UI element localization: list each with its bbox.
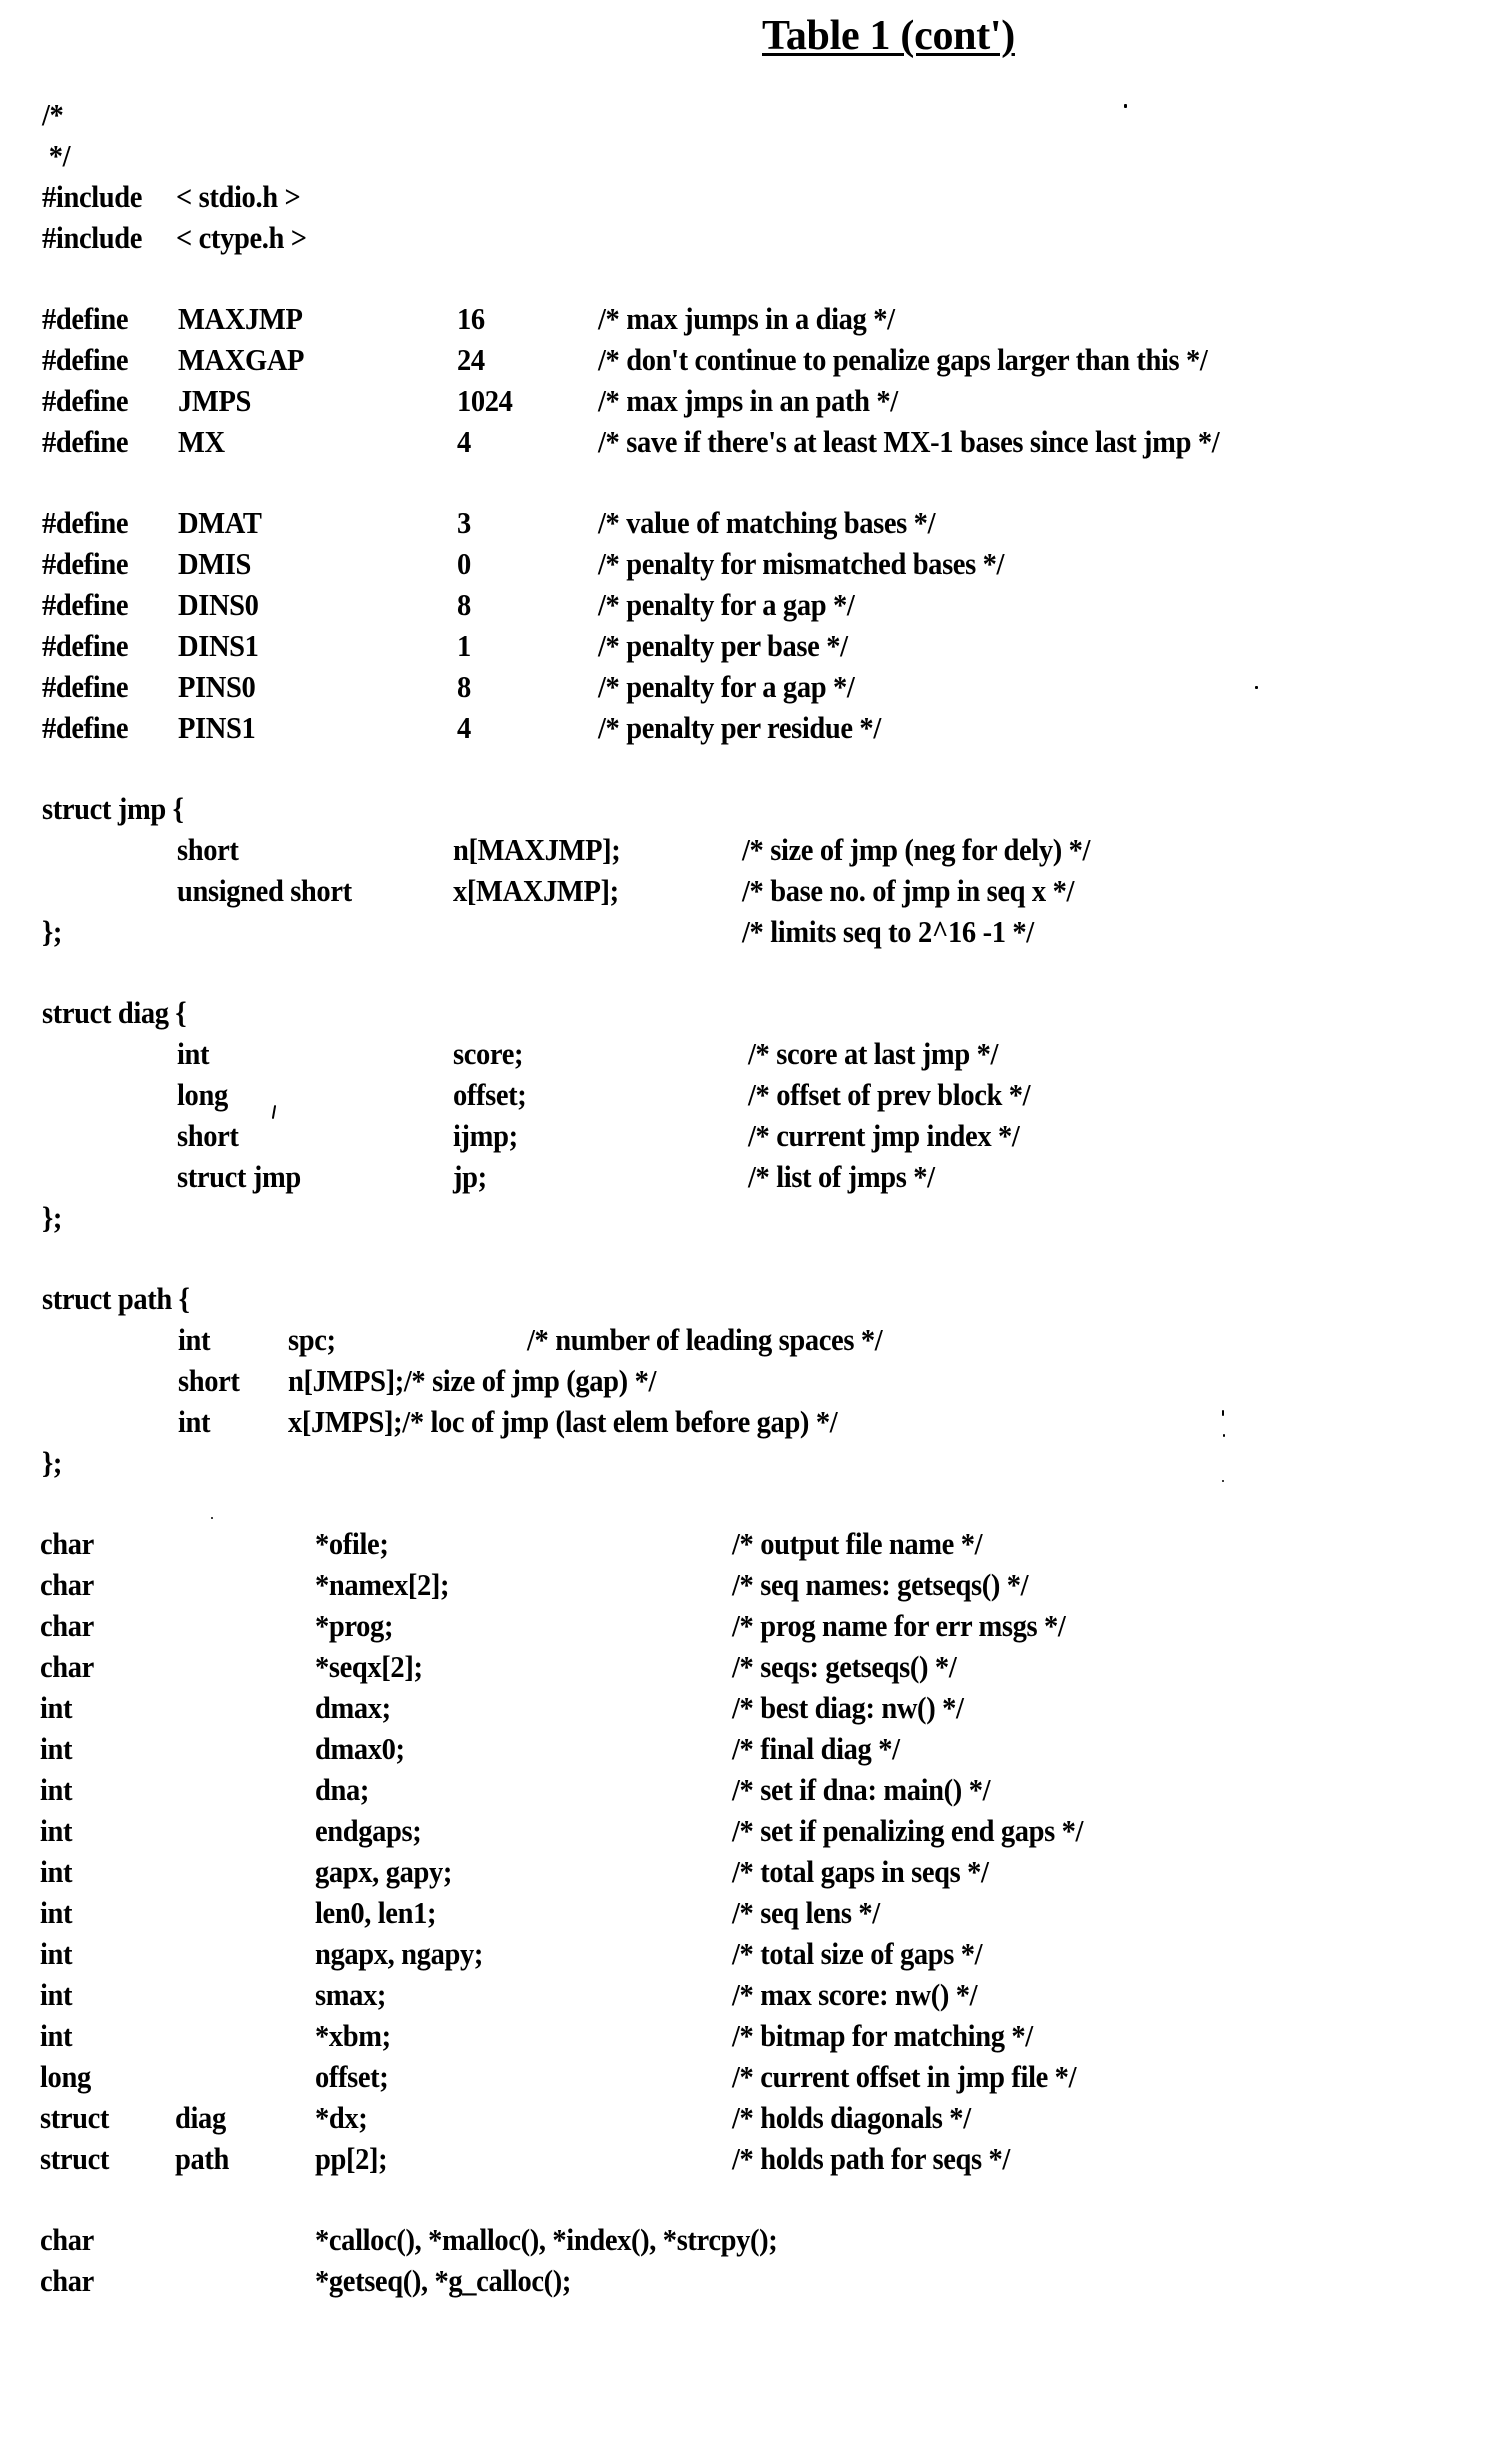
global-decl xyxy=(0,1893,1512,1933)
define-value: 1024 xyxy=(457,383,513,418)
define-value: 0 xyxy=(457,546,471,581)
decl-comment: /* holds diagonals */ xyxy=(732,2100,971,2135)
decl-subtype: diag xyxy=(175,2100,226,2135)
decl-name: offset; xyxy=(315,2059,389,2094)
decl-type: char xyxy=(40,2263,94,2298)
define-line xyxy=(0,585,1512,625)
struct-header: struct jmp { xyxy=(42,791,184,826)
define-comment: /* penalty per base */ xyxy=(598,628,848,663)
member-type: struct jmp xyxy=(177,1159,301,1194)
member-comment: /* current jmp index */ xyxy=(748,1118,1020,1153)
define-directive: #define xyxy=(42,301,129,336)
decl-comment: /* seqs: getseqs() */ xyxy=(732,1649,957,1684)
include-file: < ctype.h > xyxy=(176,220,307,255)
define-directive: #define xyxy=(42,505,129,540)
define-comment: /* value of matching bases */ xyxy=(598,505,936,540)
define-comment: /* penalty per residue */ xyxy=(598,710,881,745)
comment-close: */ xyxy=(42,138,71,173)
decl-comment: /* output file name */ xyxy=(732,1526,983,1561)
define-value: 8 xyxy=(457,669,471,704)
decl-comment: /* best diag: nw() */ xyxy=(732,1690,964,1725)
member-comment: /* base no. of jmp in seq x */ xyxy=(742,873,1075,908)
global-decl xyxy=(0,1647,1512,1687)
decl-comment: /* current offset in jmp file */ xyxy=(732,2059,1077,2094)
decl-type: int xyxy=(40,1690,73,1725)
decl-comment: /* max score: nw() */ xyxy=(732,1977,978,2012)
struct-close: }; xyxy=(42,1200,63,1235)
decl-type: char xyxy=(40,2222,94,2257)
global-decl xyxy=(0,1852,1512,1892)
global-decl xyxy=(0,1524,1512,1564)
include-directive: #include xyxy=(42,220,143,255)
define-comment: /* max jmps in an path */ xyxy=(598,383,898,418)
decl-comment: /* set if dna: main() */ xyxy=(732,1772,991,1807)
decl-comment: /* seq names: getseqs() */ xyxy=(732,1567,1029,1602)
member-type: int xyxy=(178,1404,211,1439)
decl-type: int xyxy=(40,1731,73,1766)
member-type: int xyxy=(178,1322,211,1357)
scan-speck xyxy=(1124,104,1127,108)
global-decl xyxy=(0,1770,1512,1810)
decl-type: struct xyxy=(40,2100,110,2135)
decl-name: *dx; xyxy=(315,2100,368,2135)
define-name: DMIS xyxy=(178,546,252,581)
decl-type: int xyxy=(40,1936,73,1971)
decl-name: *xbm; xyxy=(315,2018,391,2053)
decl-comment: /* set if penalizing end gaps */ xyxy=(732,1813,1084,1848)
define-line xyxy=(0,503,1512,543)
decl-comment: /* bitmap for matching */ xyxy=(732,2018,1033,2053)
decl-name: len0, len1; xyxy=(315,1895,437,1930)
define-comment: /* penalty for a gap */ xyxy=(598,669,855,704)
global-decl xyxy=(0,1975,1512,2015)
define-line xyxy=(0,422,1512,462)
decl-name: endgaps; xyxy=(315,1813,422,1848)
struct-close: }; xyxy=(42,1445,63,1480)
member-name: spc; xyxy=(288,1322,336,1357)
define-name: DINS0 xyxy=(178,587,259,622)
define-line xyxy=(0,340,1512,380)
define-directive: #define xyxy=(42,628,129,663)
global-decl xyxy=(0,1729,1512,1769)
member-name: score; xyxy=(453,1036,524,1071)
struct-member xyxy=(0,1116,1512,1156)
comment-open: /* xyxy=(42,97,64,132)
include-directive: #include xyxy=(42,179,143,214)
define-name: MAXJMP xyxy=(178,301,303,336)
define-line xyxy=(0,626,1512,666)
code-line xyxy=(0,136,1512,176)
struct-diag-open xyxy=(0,993,1512,1033)
define-comment: /* don't continue to penalize gaps larger than this */ xyxy=(598,342,1208,377)
member-comment: /* size of jmp (neg for dely) */ xyxy=(742,832,1091,867)
struct-member xyxy=(0,1361,1512,1401)
decl-type: int xyxy=(40,1772,73,1807)
define-name: DINS1 xyxy=(178,628,259,663)
function-decl xyxy=(0,2220,1512,2260)
define-line xyxy=(0,708,1512,748)
struct-header: struct diag { xyxy=(42,995,187,1030)
member-type: unsigned short xyxy=(177,873,352,908)
struct-jmp-close xyxy=(0,912,1512,952)
define-line xyxy=(0,299,1512,339)
define-name: DMAT xyxy=(178,505,262,540)
decl-type: int xyxy=(40,1895,73,1930)
scan-speck xyxy=(1222,1410,1224,1416)
define-name: PINS1 xyxy=(178,710,256,745)
decl-type: int xyxy=(40,1813,73,1848)
decl-comment: /* prog name for err msgs */ xyxy=(732,1608,1066,1643)
decl-name: dna; xyxy=(315,1772,370,1807)
member-comment: /* number of leading spaces */ xyxy=(527,1322,883,1357)
struct-member xyxy=(0,1075,1512,1115)
define-directive: #define xyxy=(42,546,129,581)
struct-diag-close xyxy=(0,1198,1512,1238)
struct-member xyxy=(0,1034,1512,1074)
decl-comment: /* total gaps in seqs */ xyxy=(732,1854,989,1889)
decl-comment: /* total size of gaps */ xyxy=(732,1936,983,1971)
global-decl xyxy=(0,1934,1512,1974)
global-decl xyxy=(0,2057,1512,2097)
member-type: short xyxy=(177,832,239,867)
define-name: MX xyxy=(178,424,225,459)
define-comment: /* penalty for mismatched bases */ xyxy=(598,546,1005,581)
define-directive: #define xyxy=(42,424,129,459)
decl-subtype: path xyxy=(175,2141,230,2176)
member-name: x[MAXJMP]; xyxy=(453,873,619,908)
define-directive: #define xyxy=(42,342,129,377)
define-comment: /* penalty for a gap */ xyxy=(598,587,855,622)
define-value: 24 xyxy=(457,342,485,377)
struct-close: }; xyxy=(42,914,63,949)
decl-type: int xyxy=(40,2018,73,2053)
decl-name: *seqx[2]; xyxy=(315,1649,423,1684)
global-decl xyxy=(0,1565,1512,1605)
function-decl xyxy=(0,2261,1512,2301)
decl-type: char xyxy=(40,1567,94,1602)
define-line xyxy=(0,544,1512,584)
define-directive: #define xyxy=(42,587,129,622)
decl-name: *ofile; xyxy=(315,1526,389,1561)
define-value: 1 xyxy=(457,628,471,663)
decl-type: int xyxy=(40,1854,73,1889)
member-name: x[JMPS];/* loc of jmp (last elem before gap) */ xyxy=(288,1404,838,1439)
scan-speck xyxy=(1255,686,1258,689)
decl-name: dmax0; xyxy=(315,1731,405,1766)
decl-type: int xyxy=(40,1977,73,2012)
decl-comment: /* holds path for seqs */ xyxy=(732,2141,1010,2176)
define-value: 4 xyxy=(457,424,471,459)
global-decl xyxy=(0,1811,1512,1851)
define-name: JMPS xyxy=(178,383,251,418)
decl-type: long xyxy=(40,2059,91,2094)
include-line xyxy=(0,218,1512,258)
struct-jmp-open xyxy=(0,789,1512,829)
member-name: offset; xyxy=(453,1077,527,1112)
decl-name: pp[2]; xyxy=(315,2141,388,2176)
decl-type: char xyxy=(40,1608,94,1643)
define-value: 16 xyxy=(457,301,485,336)
decl-comment: /* final diag */ xyxy=(732,1731,900,1766)
include-file: < stdio.h > xyxy=(176,179,301,214)
decl-name: gapx, gapy; xyxy=(315,1854,452,1889)
scan-speck xyxy=(1222,1480,1224,1482)
struct-member xyxy=(0,830,1512,870)
global-decl xyxy=(0,2098,1512,2138)
define-value: 3 xyxy=(457,505,471,540)
struct-header: struct path { xyxy=(42,1281,190,1316)
define-value: 8 xyxy=(457,587,471,622)
struct-member xyxy=(0,1157,1512,1197)
define-comment: /* save if there's at least MX-1 bases since last jmp */ xyxy=(598,424,1220,459)
define-value: 4 xyxy=(457,710,471,745)
struct-path-open xyxy=(0,1279,1512,1319)
member-type: int xyxy=(177,1036,210,1071)
member-comment: /* offset of prev block */ xyxy=(748,1077,1031,1112)
global-decl xyxy=(0,2016,1512,2056)
include-line xyxy=(0,177,1512,217)
member-type: long xyxy=(177,1077,228,1112)
define-name: MAXGAP xyxy=(178,342,305,377)
global-decl xyxy=(0,1606,1512,1646)
struct-close-comment: /* limits seq to 2^16 -1 */ xyxy=(742,914,1034,949)
decl-comment: /* seq lens */ xyxy=(732,1895,880,1930)
scan-speck xyxy=(1223,1434,1225,1437)
member-type: short xyxy=(178,1363,240,1398)
struct-path-close xyxy=(0,1443,1512,1483)
decl-type: struct xyxy=(40,2141,110,2176)
decl-name: ngapx, ngapy; xyxy=(315,1936,483,1971)
define-directive: #define xyxy=(42,669,129,704)
decl-names: *getseq(), *g_calloc(); xyxy=(315,2263,572,2298)
member-type: short xyxy=(177,1118,239,1153)
member-name: jp; xyxy=(453,1159,487,1194)
member-name: n[MAXJMP]; xyxy=(453,832,621,867)
struct-member xyxy=(0,1320,1512,1360)
define-line xyxy=(0,381,1512,421)
define-directive: #define xyxy=(42,383,129,418)
define-directive: #define xyxy=(42,710,129,745)
decl-type: char xyxy=(40,1526,94,1561)
code-line xyxy=(0,95,1512,135)
global-decl xyxy=(0,2139,1512,2179)
struct-member xyxy=(0,1402,1512,1442)
scan-speck xyxy=(211,1517,213,1519)
member-comment: /* list of jmps */ xyxy=(748,1159,935,1194)
define-comment: /* max jumps in a diag */ xyxy=(598,301,895,336)
page-title: Table 1 (cont') xyxy=(762,13,1015,59)
define-line xyxy=(0,667,1512,707)
define-name: PINS0 xyxy=(178,669,256,704)
decl-type: char xyxy=(40,1649,94,1684)
member-comment: /* score at last jmp */ xyxy=(748,1036,999,1071)
decl-names: *calloc(), *malloc(), *index(), *strcpy(); xyxy=(315,2222,778,2257)
decl-name: *prog; xyxy=(315,1608,394,1643)
member-name: ijmp; xyxy=(453,1118,518,1153)
decl-name: dmax; xyxy=(315,1690,391,1725)
struct-member xyxy=(0,871,1512,911)
decl-name: smax; xyxy=(315,1977,387,2012)
global-decl xyxy=(0,1688,1512,1728)
member-name: n[JMPS];/* size of jmp (gap) */ xyxy=(288,1363,657,1398)
decl-name: *namex[2]; xyxy=(315,1567,450,1602)
